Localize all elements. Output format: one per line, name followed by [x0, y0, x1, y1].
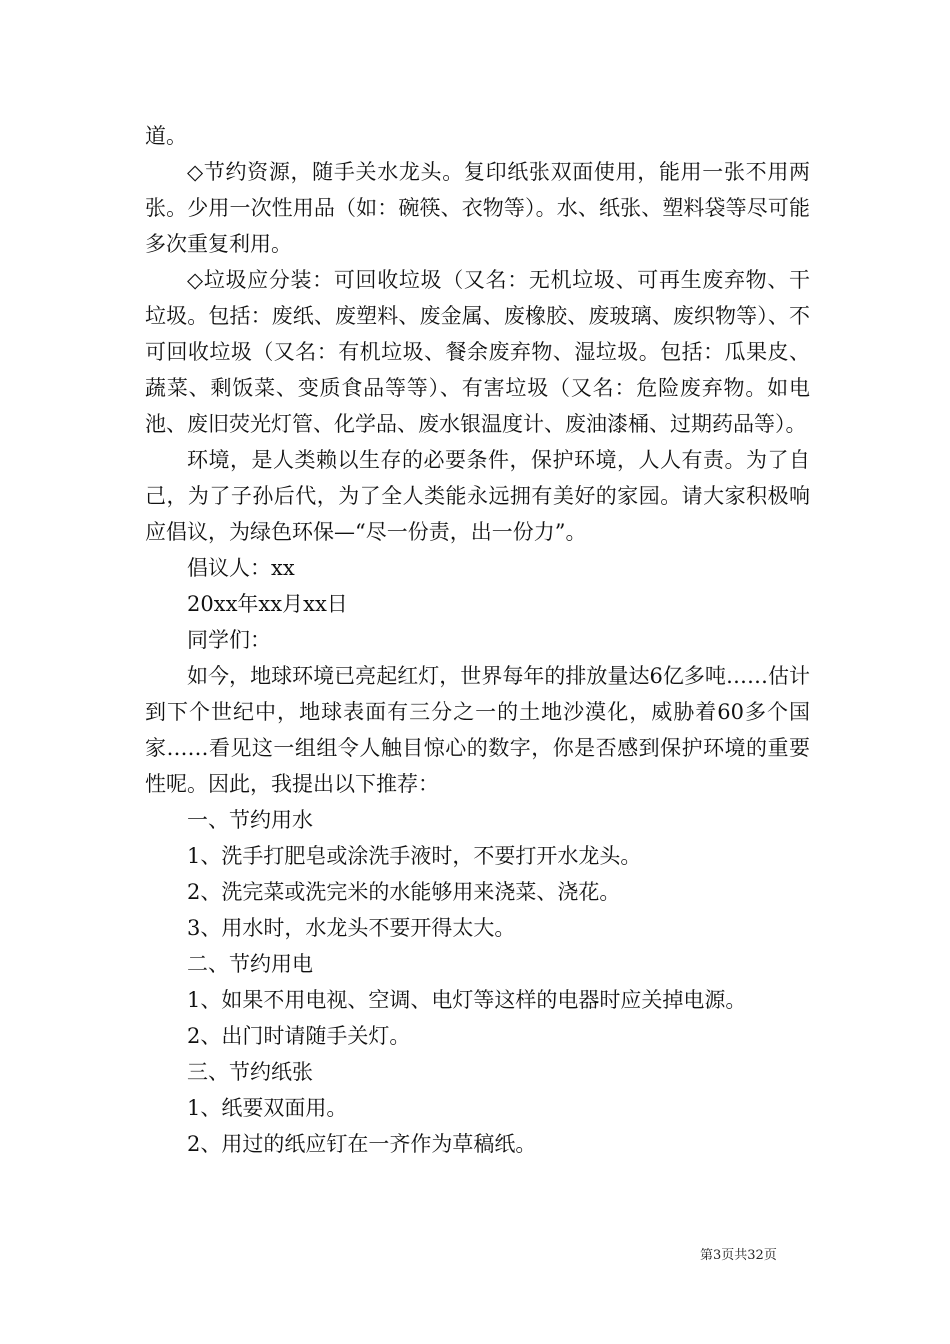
paragraph-save-resources: ◇节约资源，随手关水龙头。复印纸张双面使用，能用一张不用两张。少用一次性用品（如：碗筷、衣物等）。水、纸张、塑料袋等尽可能多次重复利用。 — [145, 160, 810, 256]
section-heading-electricity: 二、节约用电 — [187, 952, 313, 976]
section-heading-paper: 三、节约纸张 — [187, 1060, 313, 1084]
page-number: 第3页共32页 — [700, 1248, 777, 1263]
section-heading-water: 一、节约用水 — [187, 808, 313, 832]
list-item: 2、洗完菜或洗完米的水能够用来浇菜、浇花。 — [187, 880, 621, 904]
paragraph-earth-warning: 如今，地球环境已亮起红灯，世界每年的排放量达6亿多吨……估计到下个世纪中，地球表面有三分之一的土地沙漠化，威胁着60多个国家……看见这一组组令人触目惊心的数字，你是否感到保护环境的重要性呢。因此，我提出以下推荐： — [145, 664, 810, 796]
list-item: 2、出门时请随手关灯。 — [187, 1024, 411, 1048]
list-item: 1、洗手打肥皂或涂洗手液时，不要打开水龙头。 — [187, 844, 642, 868]
list-item: 2、用过的纸应钉在一齐作为草稿纸。 — [187, 1132, 537, 1156]
paragraph-environment-call: 环境，是人类赖以生存的必要条件，保护环境，人人有责。为了自己，为了子孙后代，为了全人类能永远拥有美好的家园。请大家积极响应倡议，为绿色环保—“尽一份责，出一份力”。 — [145, 448, 810, 544]
date-line: 20xx年xx月xx日 — [187, 592, 348, 616]
document-body — [145, 118, 810, 1162]
list-item: 1、纸要双面用。 — [187, 1096, 348, 1120]
salutation: 同学们： — [187, 628, 271, 652]
paragraph-garbage-sorting: ◇垃圾应分装：可回收垃圾（又名：无机垃圾、可再生废弃物、干垃圾。包括：废纸、废塑料、废金属、废橡胶、废玻璃、废织物等）、不可回收垃圾（又名：有机垃圾、餐余废弃物、湿垃圾。包括：瓜果皮、蔬菜、剩饭菜、变质食品等等）、有害垃圾（又名：危险废弃物。如电池、废旧荧光灯管、化学品、废水银温度计、废油漆桶、过期药品等）。 — [145, 268, 810, 436]
list-item: 3、用水时，水龙头不要开得太大。 — [187, 916, 516, 940]
paragraph-continuation: 道。 — [145, 124, 187, 148]
initiator-line: 倡议人：xx — [187, 556, 295, 580]
list-item: 1、如果不用电视、空调、电灯等这样的电器时应关掉电源。 — [187, 988, 747, 1012]
